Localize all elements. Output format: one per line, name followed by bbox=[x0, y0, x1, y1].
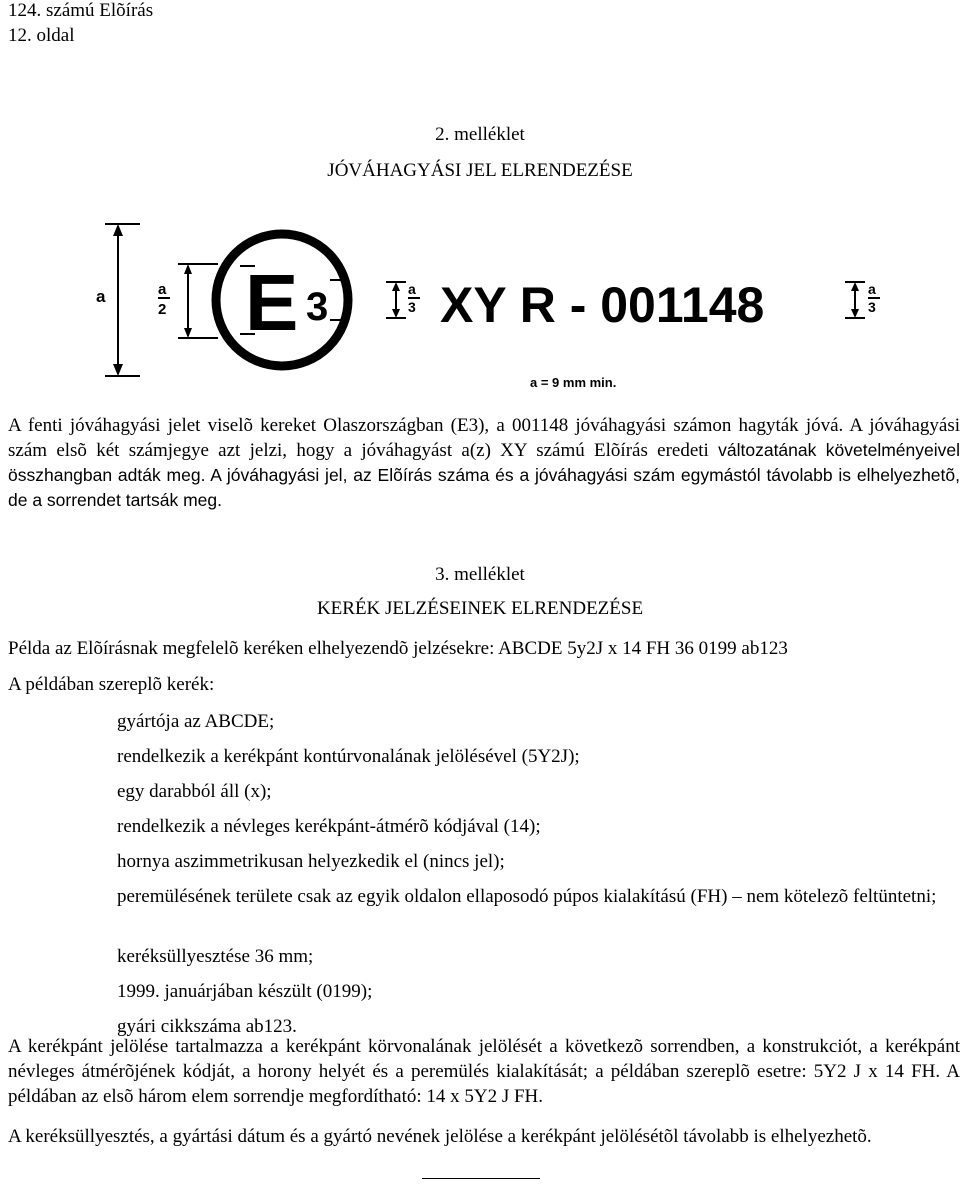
country-digit: 3 bbox=[306, 285, 329, 329]
frac-bottom-three-middle: 3 bbox=[408, 299, 416, 315]
list-item: hornya aszimmetrikusan helyezkedik el (nincs jel); bbox=[117, 851, 505, 872]
rim-marking-paragraph: A kerékpánt jelölése tartalmazza a kerékpánt körvonalának jelölését a következõ sorrendben, a konstrukciót, a kerékpánt névleges átmérõjének kódját, a horony helyét és a peremülés kialakítását; a példában szereplõ esetre: 5Y2 J x 14 FH. A példában az elsõ három elem sorrendje megfordítható: 14 x 5Y2 J FH. bbox=[8, 1036, 960, 1107]
list-item: keréksüllyesztése 36 mm; bbox=[117, 946, 314, 967]
annex-3-title: KERÉK JELZÉSEINEK ELRENDEZÉSE bbox=[316, 598, 644, 619]
footer-divider bbox=[422, 1178, 540, 1179]
wheel-attributes-list bbox=[117, 709, 960, 1049]
approval-code: XY R - 001148 bbox=[440, 277, 765, 333]
list-item: rendelkezik a névleges kerékpánt-átmérõ kódjával (14); bbox=[117, 816, 541, 837]
list-item: rendelkezik a kerékpánt kontúrvonalának jelölésével (5Y2J); bbox=[117, 746, 580, 767]
frac-top-left: a bbox=[158, 281, 167, 298]
list-item: peremülésének területe csak az egyik oldalon ellaposodó púpos kialakítású (FH) – nem kötelezõ feltüntetni; bbox=[117, 886, 937, 907]
annex-2-title: JÓVÁHAGYÁSI JEL ELRENDEZÉSE bbox=[327, 160, 633, 181]
list-item: 1999. januárjában készült (0199); bbox=[117, 981, 373, 1002]
annex-3-number: 3. melléklet bbox=[435, 564, 525, 585]
offset-marking-paragraph: A keréksüllyesztés, a gyártási dátum és a gyártó nevének jelölése a kerékpánt jelölésétõl távolabb is elhelyezhetõ. bbox=[8, 1126, 872, 1147]
dimension-a bbox=[96, 224, 140, 376]
dimension-a-third-middle bbox=[386, 281, 420, 318]
frac-top-right: a bbox=[868, 281, 876, 297]
dimension-a-half bbox=[158, 264, 218, 338]
list-item: gyári cikkszáma ab123. bbox=[117, 1016, 297, 1037]
annex-2-number: 2. melléklet bbox=[435, 124, 525, 145]
regulation-number: 124. számú Elõírás bbox=[8, 0, 154, 21]
list-item: gyártója az ABCDE; bbox=[117, 711, 275, 732]
e3-circle-mark bbox=[216, 234, 348, 366]
description-sans-part: változatának követelményeivel összhangban adták meg. A jóváhagyási jel, az Elõírás száma és a jóváhagyási szám egymástól távolabb is elhelyezhetõ, de a sorrendet tartsák meg. bbox=[8, 440, 960, 510]
list-item: egy darabból áll (x); bbox=[117, 781, 272, 802]
label-a: a bbox=[96, 287, 106, 306]
page-number: 12. oldal bbox=[8, 25, 75, 46]
annex-2-description bbox=[8, 413, 960, 513]
marking-example: Példa az Elõírásnak megfelelõ keréken elhelyezendõ jelzésekre: ABCDE 5y2J x 14 FH 36 0199 ab123 bbox=[8, 638, 788, 659]
approval-mark-figure bbox=[0, 210, 960, 390]
dimension-a-third-right bbox=[845, 281, 880, 318]
frac-top-middle: a bbox=[408, 281, 416, 297]
frac-bottom-two: 2 bbox=[158, 301, 167, 318]
e-letter: E bbox=[245, 258, 299, 347]
example-intro: A példában szereplõ kerék: bbox=[8, 674, 215, 695]
frac-bottom-three-right: 3 bbox=[868, 299, 876, 315]
page-header bbox=[8, 0, 153, 48]
minimum-size-note: a = 9 mm min. bbox=[530, 375, 617, 390]
description-serif-part: A fenti jóváhagyási jelet viselõ kereket Olaszországban (E3), a 001148 jóváhagyási számon hagyták jóvá. A jóváhagyási szám elsõ két számjegye azt jelzi, hogy a jóváhagyást a(z) XY számú Elõírás eredeti bbox=[8, 415, 960, 461]
